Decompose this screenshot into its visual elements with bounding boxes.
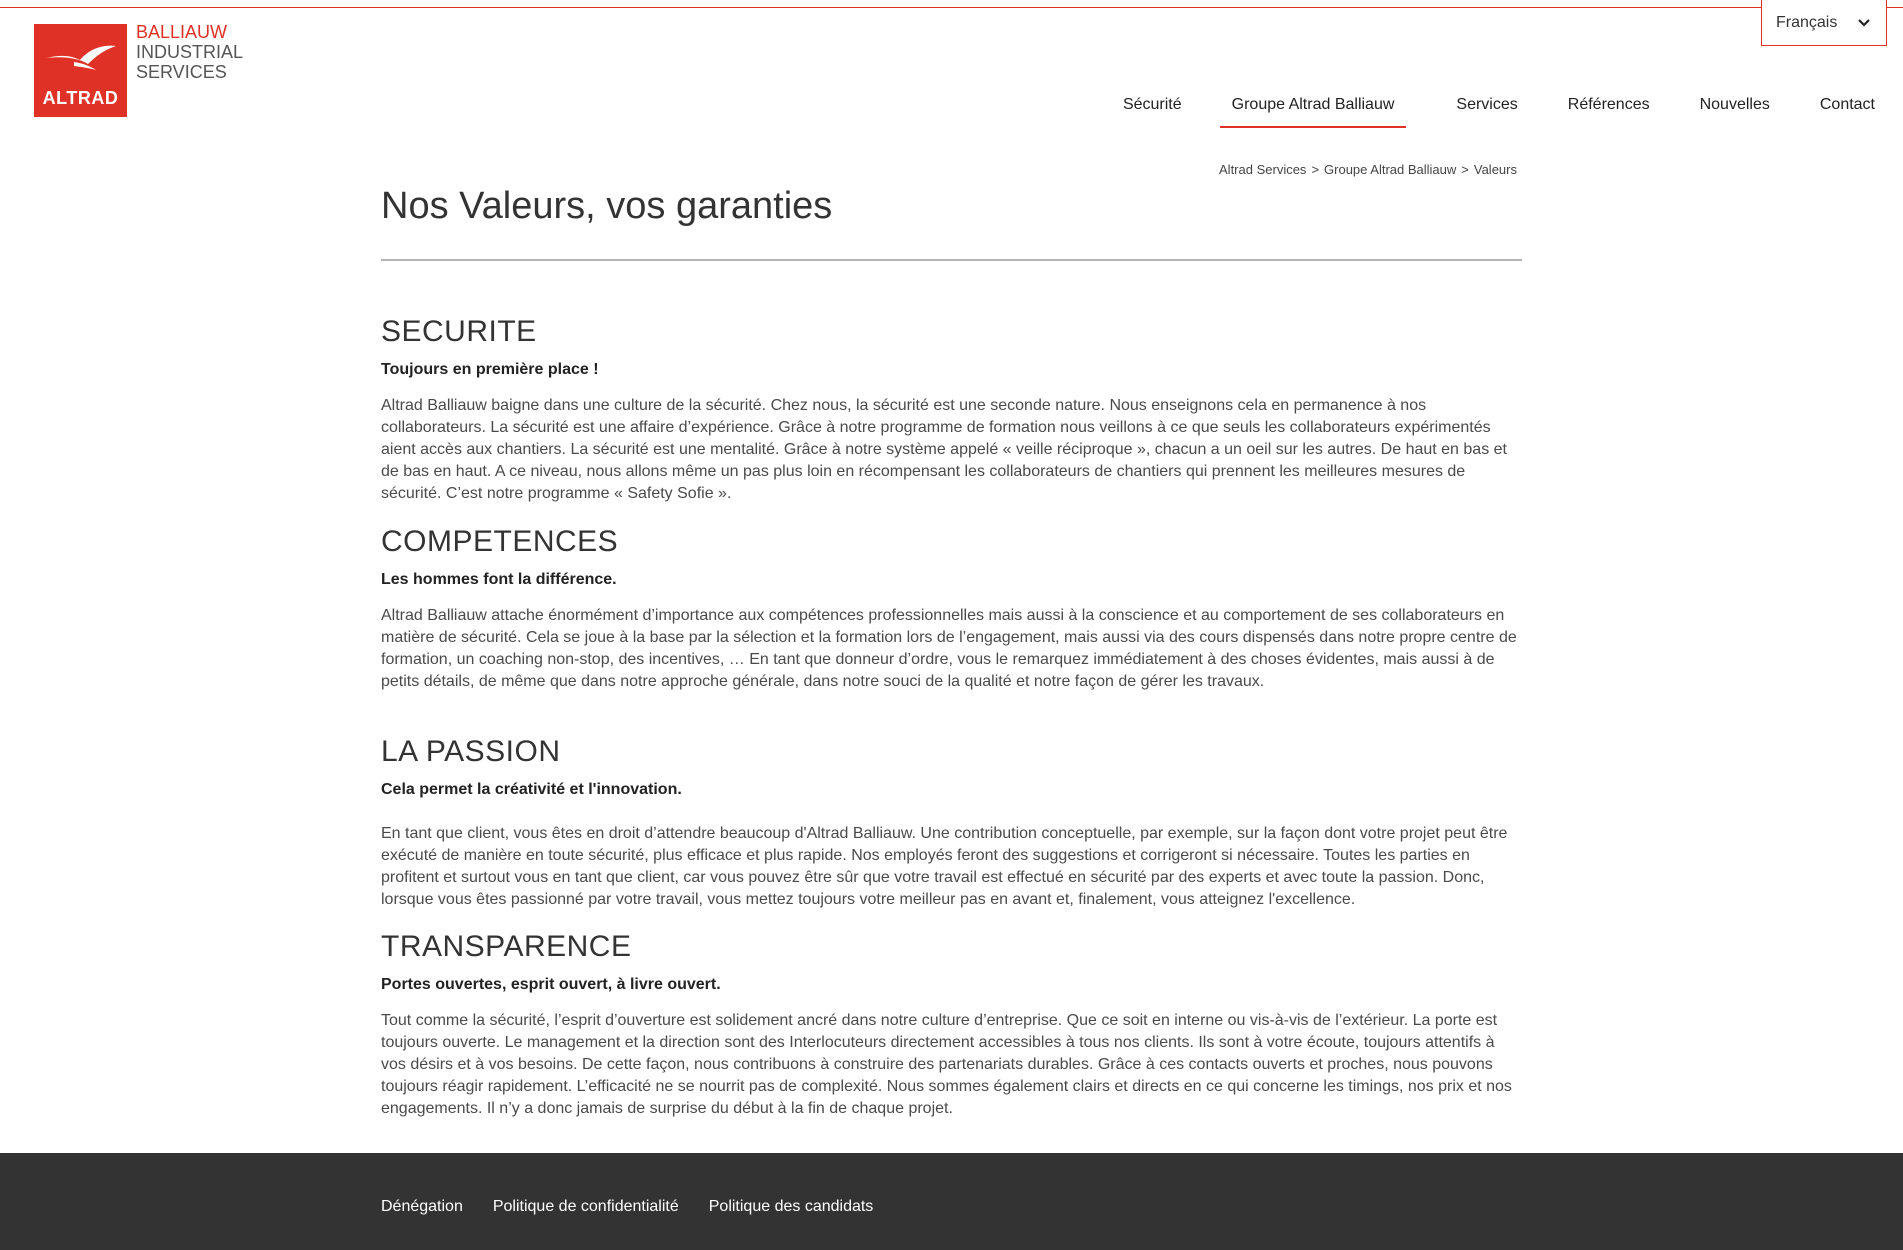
section-heading: LA PASSION (381, 735, 561, 768)
breadcrumb (1219, 162, 1517, 177)
footer (0, 1153, 1903, 1250)
section-lead: Cela permet la créativité et l'innovation. (381, 781, 682, 798)
breadcrumb-item-altrad-services[interactable]: Altrad Services (1219, 162, 1307, 177)
nav-item-references[interactable]: Références (1567, 96, 1650, 113)
nav-item-securite[interactable]: Sécurité (1122, 96, 1182, 113)
breadcrumb-separator: > (1461, 162, 1469, 177)
section-la-passion (381, 735, 1522, 911)
section-competences (381, 525, 1522, 693)
nav-item-services[interactable]: Services (1456, 96, 1518, 113)
altrad-logo[interactable] (34, 24, 127, 117)
section-lead: Portes ouvertes, esprit ouvert, à livre ouvert. (381, 976, 721, 993)
section-heading: COMPETENCES (381, 525, 619, 558)
breadcrumb-item-groupe[interactable]: Groupe Altrad Balliauw (1324, 162, 1457, 177)
section-body: En tant que client, vous êtes en droit d’attendre beaucoup d'Altrad Balliauw. Une contribution conceptuelle, par exemple, sur la façon dont votre projet peut être exécuté de manière en toute sécurité, plus efficace et plus rapide. Nos employés feront des suggestions et corrigeront si nécessaire. Toutes les parties en profitent et surtout vous en tant que client, car vous pouvez être sûr que votre travail est effectué en sécurité par des experts et avec toute la passion. Donc, lorsque vous êtes passionné par votre travail, vous mettez toujours votre meilleur pas en avant et, finalement, vous atteignez l'excellence. (381, 825, 1508, 908)
nav-item-nouvelles[interactable]: Nouvelles (1699, 96, 1770, 113)
bird-logo-icon (44, 36, 118, 76)
brand-line-2: INDUSTRIAL (136, 42, 244, 62)
nav-item-contact[interactable]: Contact (1819, 96, 1875, 113)
section-body: Altrad Balliauw baigne dans une culture de la sécurité. Chez nous, la sécurité est une seconde nature. Nous enseignons cela en permanence à nos collaborateurs. La sécurité est une affaire d’expérience. Grâce à notre programme de formation nous veillons à ce que seuls les collaborateurs expérimentés aient accès aux chantiers. La sécurité est une mentalité. Grâce à notre système appelé « veille réciproque », chacun a un oeil sur les autres. De haut en bas et de bas en haut. A ce niveau, nous allons même un pas plus loin en récompensant les collaborateurs de chantiers qui prennent les meilleures mesures de sécurité. C’est notre programme « Safety Sofie ». (381, 397, 1507, 502)
logo-wordmark: ALTRAD (42, 88, 119, 108)
section-securite (381, 315, 1522, 505)
footer-link-confidentialite[interactable]: Politique de confidentialité (492, 1198, 679, 1215)
language-selected: Français (1776, 13, 1838, 31)
section-heading: SECURITE (381, 315, 537, 348)
section-body: Altrad Balliauw attache énormément d’importance aux compétences professionnelles mais aussi à la conscience et au comportement de ses collaborateurs en matière de sécurité. Cela se joue à la base par la sélection et la formation lors de l’engagement, mais aussi via des cours dispensés dans notre propre centre de formation, un coaching non-stop, des incentives, … En tant que donneur d’ordre, vous le remarquez immédiatement à des choses évidentes, mais aussi à de petits détails, de même que dans notre approche générale, dans notre souci de la qualité et notre façon de gérer les travaux. (381, 607, 1517, 690)
footer-link-candidats[interactable]: Politique des candidats (708, 1198, 874, 1215)
language-selector[interactable] (1761, 0, 1887, 46)
section-lead: Les hommes font la différence. (381, 571, 617, 588)
breadcrumb-item-current: Valeurs (1473, 162, 1517, 177)
brand-line-1: BALLIAUW (136, 22, 228, 42)
main-nav (1073, 86, 1875, 128)
page-title: Nos Valeurs, vos garanties (381, 185, 833, 227)
breadcrumb-separator: > (1311, 162, 1320, 177)
section-lead: Toujours en première place ! (381, 361, 599, 378)
section-heading: TRANSPARENCE (381, 930, 632, 963)
footer-links (381, 1198, 903, 1216)
nav-item-groupe-altrad-balliauw[interactable]: Groupe Altrad Balliauw (1220, 86, 1407, 128)
title-divider (381, 259, 1522, 261)
top-accent-line (0, 7, 1903, 8)
chevron-down-icon (1856, 15, 1872, 31)
footer-link-denegation[interactable]: Dénégation (381, 1198, 463, 1215)
section-body: Tout comme la sécurité, l’esprit d’ouverture est solidement ancré dans notre culture d’entreprise. Que ce soit en interne ou vis-à-vis de l’extérieur. La porte est toujours ouverte. Le management et la direction sont des Interlocuteurs directement accessibles à tous nos clients. Ils sont à votre écoute, toujours attentifs à vos désirs et à vos besoins. De cette façon, nous contribuons à construire des partenariats durables. Grâce à ces contacts ouverts et proches, nous pouvons toujours réagir rapidement. L’efficacité ne se nourrit pas de complexité. Nous sommes également clairs et directs en ce qui concerne les timings, nos prix et nos engagements. Il n’y a donc jamais de surprise du début à la fin de chaque projet. (381, 1012, 1512, 1117)
brand-line-3: SERVICES (136, 62, 227, 82)
brand-name (136, 22, 243, 82)
section-transparence (381, 930, 1522, 1120)
